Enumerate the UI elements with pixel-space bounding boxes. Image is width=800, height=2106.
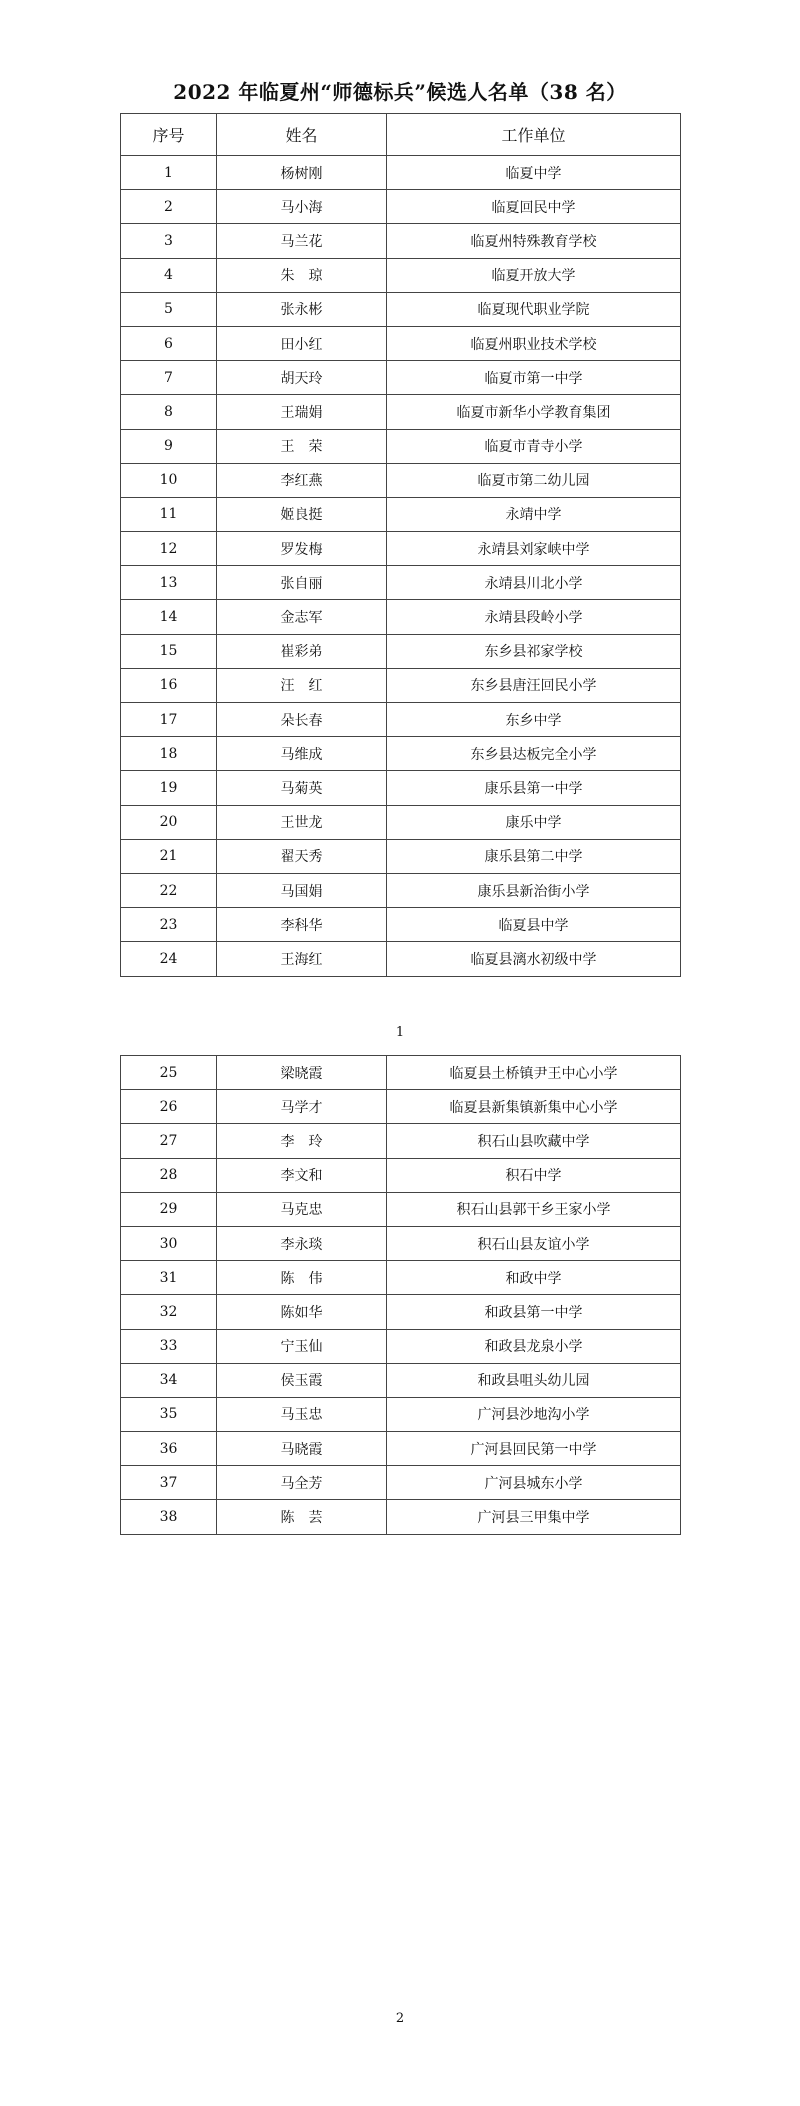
table-row (121, 668, 681, 702)
cell-index: 5 (121, 292, 217, 326)
cell-unit: 永靖中学 (387, 497, 681, 531)
page-number: 2 (395, 2011, 405, 2026)
cell-index: 25 (121, 1056, 217, 1090)
cell-unit: 东乡县唐汪回民小学 (387, 668, 681, 702)
cell-name: 姬良挺 (217, 497, 387, 531)
cell-unit: 临夏县漓水初级中学 (387, 942, 681, 976)
cell-name: 马小海 (217, 190, 387, 224)
cell-name: 王 荣 (217, 429, 387, 463)
table-row (121, 873, 681, 907)
table-row (121, 497, 681, 531)
cell-name: 田小红 (217, 326, 387, 360)
cell-unit: 康乐县第二中学 (387, 839, 681, 873)
table-row (121, 1500, 681, 1534)
cell-index: 9 (121, 429, 217, 463)
cell-name: 胡天玲 (217, 361, 387, 395)
cell-index: 10 (121, 463, 217, 497)
table-row (121, 1363, 681, 1397)
table-row (121, 1158, 681, 1192)
cell-index: 29 (121, 1192, 217, 1226)
table-row (121, 600, 681, 634)
cell-name: 李文和 (217, 1158, 387, 1192)
candidate-table-page-1 (120, 113, 681, 977)
cell-unit: 临夏市新华小学教育集团 (387, 395, 681, 429)
candidate-table-page-2 (120, 1055, 681, 1535)
table-row (121, 1295, 681, 1329)
cell-index: 33 (121, 1329, 217, 1363)
cell-unit: 东乡县达板完全小学 (387, 737, 681, 771)
cell-unit: 和政中学 (387, 1261, 681, 1295)
cell-name: 李永琰 (217, 1226, 387, 1260)
cell-name: 朵长春 (217, 703, 387, 737)
cell-unit: 和政县第一中学 (387, 1295, 681, 1329)
cell-unit: 临夏县中学 (387, 908, 681, 942)
cell-name: 李红燕 (217, 463, 387, 497)
cell-index: 20 (121, 805, 217, 839)
table-row (121, 1432, 681, 1466)
cell-name: 王世龙 (217, 805, 387, 839)
cell-unit: 临夏市第一中学 (387, 361, 681, 395)
cell-unit: 康乐中学 (387, 805, 681, 839)
cell-name: 侯玉霞 (217, 1363, 387, 1397)
cell-name: 金志军 (217, 600, 387, 634)
cell-name: 翟天秀 (217, 839, 387, 873)
cell-unit: 积石中学 (387, 1158, 681, 1192)
cell-name: 马菊英 (217, 771, 387, 805)
table-row (121, 1397, 681, 1431)
cell-index: 7 (121, 361, 217, 395)
cell-name: 杨树刚 (217, 156, 387, 190)
cell-name: 罗发梅 (217, 532, 387, 566)
cell-index: 6 (121, 326, 217, 360)
cell-index: 13 (121, 566, 217, 600)
cell-unit: 临夏市青寺小学 (387, 429, 681, 463)
table-row (121, 429, 681, 463)
table-row (121, 463, 681, 497)
table-row (121, 224, 681, 258)
cell-name: 梁晓霞 (217, 1056, 387, 1090)
cell-unit: 康乐县第一中学 (387, 771, 681, 805)
cell-index: 3 (121, 224, 217, 258)
cell-index: 30 (121, 1226, 217, 1260)
cell-name: 马克忠 (217, 1192, 387, 1226)
cell-unit: 康乐县新治街小学 (387, 873, 681, 907)
table-header-row (121, 114, 681, 156)
table-body-page-2 (121, 1056, 681, 1535)
cell-name: 马兰花 (217, 224, 387, 258)
table-row (121, 326, 681, 360)
cell-index: 38 (121, 1500, 217, 1534)
header-name: 姓名 (217, 114, 387, 156)
header-index: 序号 (121, 114, 217, 156)
cell-name: 朱 琼 (217, 258, 387, 292)
cell-unit: 永靖县刘家峡中学 (387, 532, 681, 566)
table-row (121, 258, 681, 292)
cell-index: 35 (121, 1397, 217, 1431)
table-row (121, 942, 681, 976)
cell-unit: 临夏县土桥镇尹王中心小学 (387, 1056, 681, 1090)
table-body-page-1 (121, 156, 681, 977)
cell-unit: 临夏市第二幼儿园 (387, 463, 681, 497)
cell-unit: 永靖县川北小学 (387, 566, 681, 600)
table-row (121, 361, 681, 395)
table-row (121, 292, 681, 326)
cell-index: 34 (121, 1363, 217, 1397)
cell-name: 王海红 (217, 942, 387, 976)
cell-unit: 临夏开放大学 (387, 258, 681, 292)
cell-index: 37 (121, 1466, 217, 1500)
table-row (121, 1466, 681, 1500)
table-row (121, 395, 681, 429)
table-row (121, 190, 681, 224)
table-row (121, 1192, 681, 1226)
cell-name: 马学才 (217, 1090, 387, 1124)
cell-name: 张自丽 (217, 566, 387, 600)
cell-unit: 广河县三甲集中学 (387, 1500, 681, 1534)
cell-name: 汪 红 (217, 668, 387, 702)
header-unit: 工作单位 (387, 114, 681, 156)
cell-index: 27 (121, 1124, 217, 1158)
cell-name: 崔彩弟 (217, 634, 387, 668)
cell-index: 28 (121, 1158, 217, 1192)
document-title: 2022 年临夏州“师德标兵”候选人名单（38 名） (173, 80, 627, 104)
table-row (121, 1261, 681, 1295)
cell-index: 16 (121, 668, 217, 702)
cell-name: 陈 芸 (217, 1500, 387, 1534)
cell-unit: 广河县城东小学 (387, 1466, 681, 1500)
table-row (121, 805, 681, 839)
cell-name: 陈 伟 (217, 1261, 387, 1295)
cell-unit: 临夏回民中学 (387, 190, 681, 224)
cell-unit: 广河县沙地沟小学 (387, 1397, 681, 1431)
cell-index: 14 (121, 600, 217, 634)
cell-name: 李 玲 (217, 1124, 387, 1158)
cell-index: 32 (121, 1295, 217, 1329)
cell-unit: 广河县回民第一中学 (387, 1432, 681, 1466)
cell-index: 24 (121, 942, 217, 976)
table-row (121, 566, 681, 600)
cell-index: 15 (121, 634, 217, 668)
cell-index: 17 (121, 703, 217, 737)
cell-unit: 临夏现代职业学院 (387, 292, 681, 326)
table-row (121, 839, 681, 873)
cell-unit: 临夏州职业技术学校 (387, 326, 681, 360)
table-row (121, 634, 681, 668)
cell-unit: 东乡县祁家学校 (387, 634, 681, 668)
cell-unit: 永靖县段岭小学 (387, 600, 681, 634)
cell-index: 18 (121, 737, 217, 771)
cell-index: 36 (121, 1432, 217, 1466)
cell-index: 1 (121, 156, 217, 190)
cell-name: 宁玉仙 (217, 1329, 387, 1363)
cell-name: 马玉忠 (217, 1397, 387, 1431)
page-number: 1 (395, 1025, 405, 1040)
table-row (121, 1124, 681, 1158)
cell-name: 李科华 (217, 908, 387, 942)
table-row (121, 771, 681, 805)
cell-name: 张永彬 (217, 292, 387, 326)
table-row (121, 703, 681, 737)
cell-index: 26 (121, 1090, 217, 1124)
table-row (121, 532, 681, 566)
cell-unit: 和政县龙泉小学 (387, 1329, 681, 1363)
table-row (121, 156, 681, 190)
table-row (121, 1226, 681, 1260)
table-row (121, 737, 681, 771)
cell-name: 马全芳 (217, 1466, 387, 1500)
cell-name: 陈如华 (217, 1295, 387, 1329)
cell-unit: 临夏州特殊教育学校 (387, 224, 681, 258)
table-row (121, 1056, 681, 1090)
cell-unit: 积石山县友谊小学 (387, 1226, 681, 1260)
cell-name: 马维成 (217, 737, 387, 771)
cell-index: 19 (121, 771, 217, 805)
cell-index: 23 (121, 908, 217, 942)
table-row (121, 1329, 681, 1363)
cell-unit: 积石山县吹藏中学 (387, 1124, 681, 1158)
cell-unit: 和政县咀头幼儿园 (387, 1363, 681, 1397)
cell-name: 王瑞娟 (217, 395, 387, 429)
cell-index: 11 (121, 497, 217, 531)
cell-index: 4 (121, 258, 217, 292)
table-row (121, 1090, 681, 1124)
cell-index: 12 (121, 532, 217, 566)
cell-unit: 积石山县郭干乡王家小学 (387, 1192, 681, 1226)
cell-unit: 临夏中学 (387, 156, 681, 190)
cell-index: 8 (121, 395, 217, 429)
cell-unit: 临夏县新集镇新集中心小学 (387, 1090, 681, 1124)
cell-index: 21 (121, 839, 217, 873)
cell-name: 马国娟 (217, 873, 387, 907)
cell-index: 22 (121, 873, 217, 907)
cell-name: 马晓霞 (217, 1432, 387, 1466)
cell-index: 31 (121, 1261, 217, 1295)
cell-unit: 东乡中学 (387, 703, 681, 737)
table-row (121, 908, 681, 942)
cell-index: 2 (121, 190, 217, 224)
